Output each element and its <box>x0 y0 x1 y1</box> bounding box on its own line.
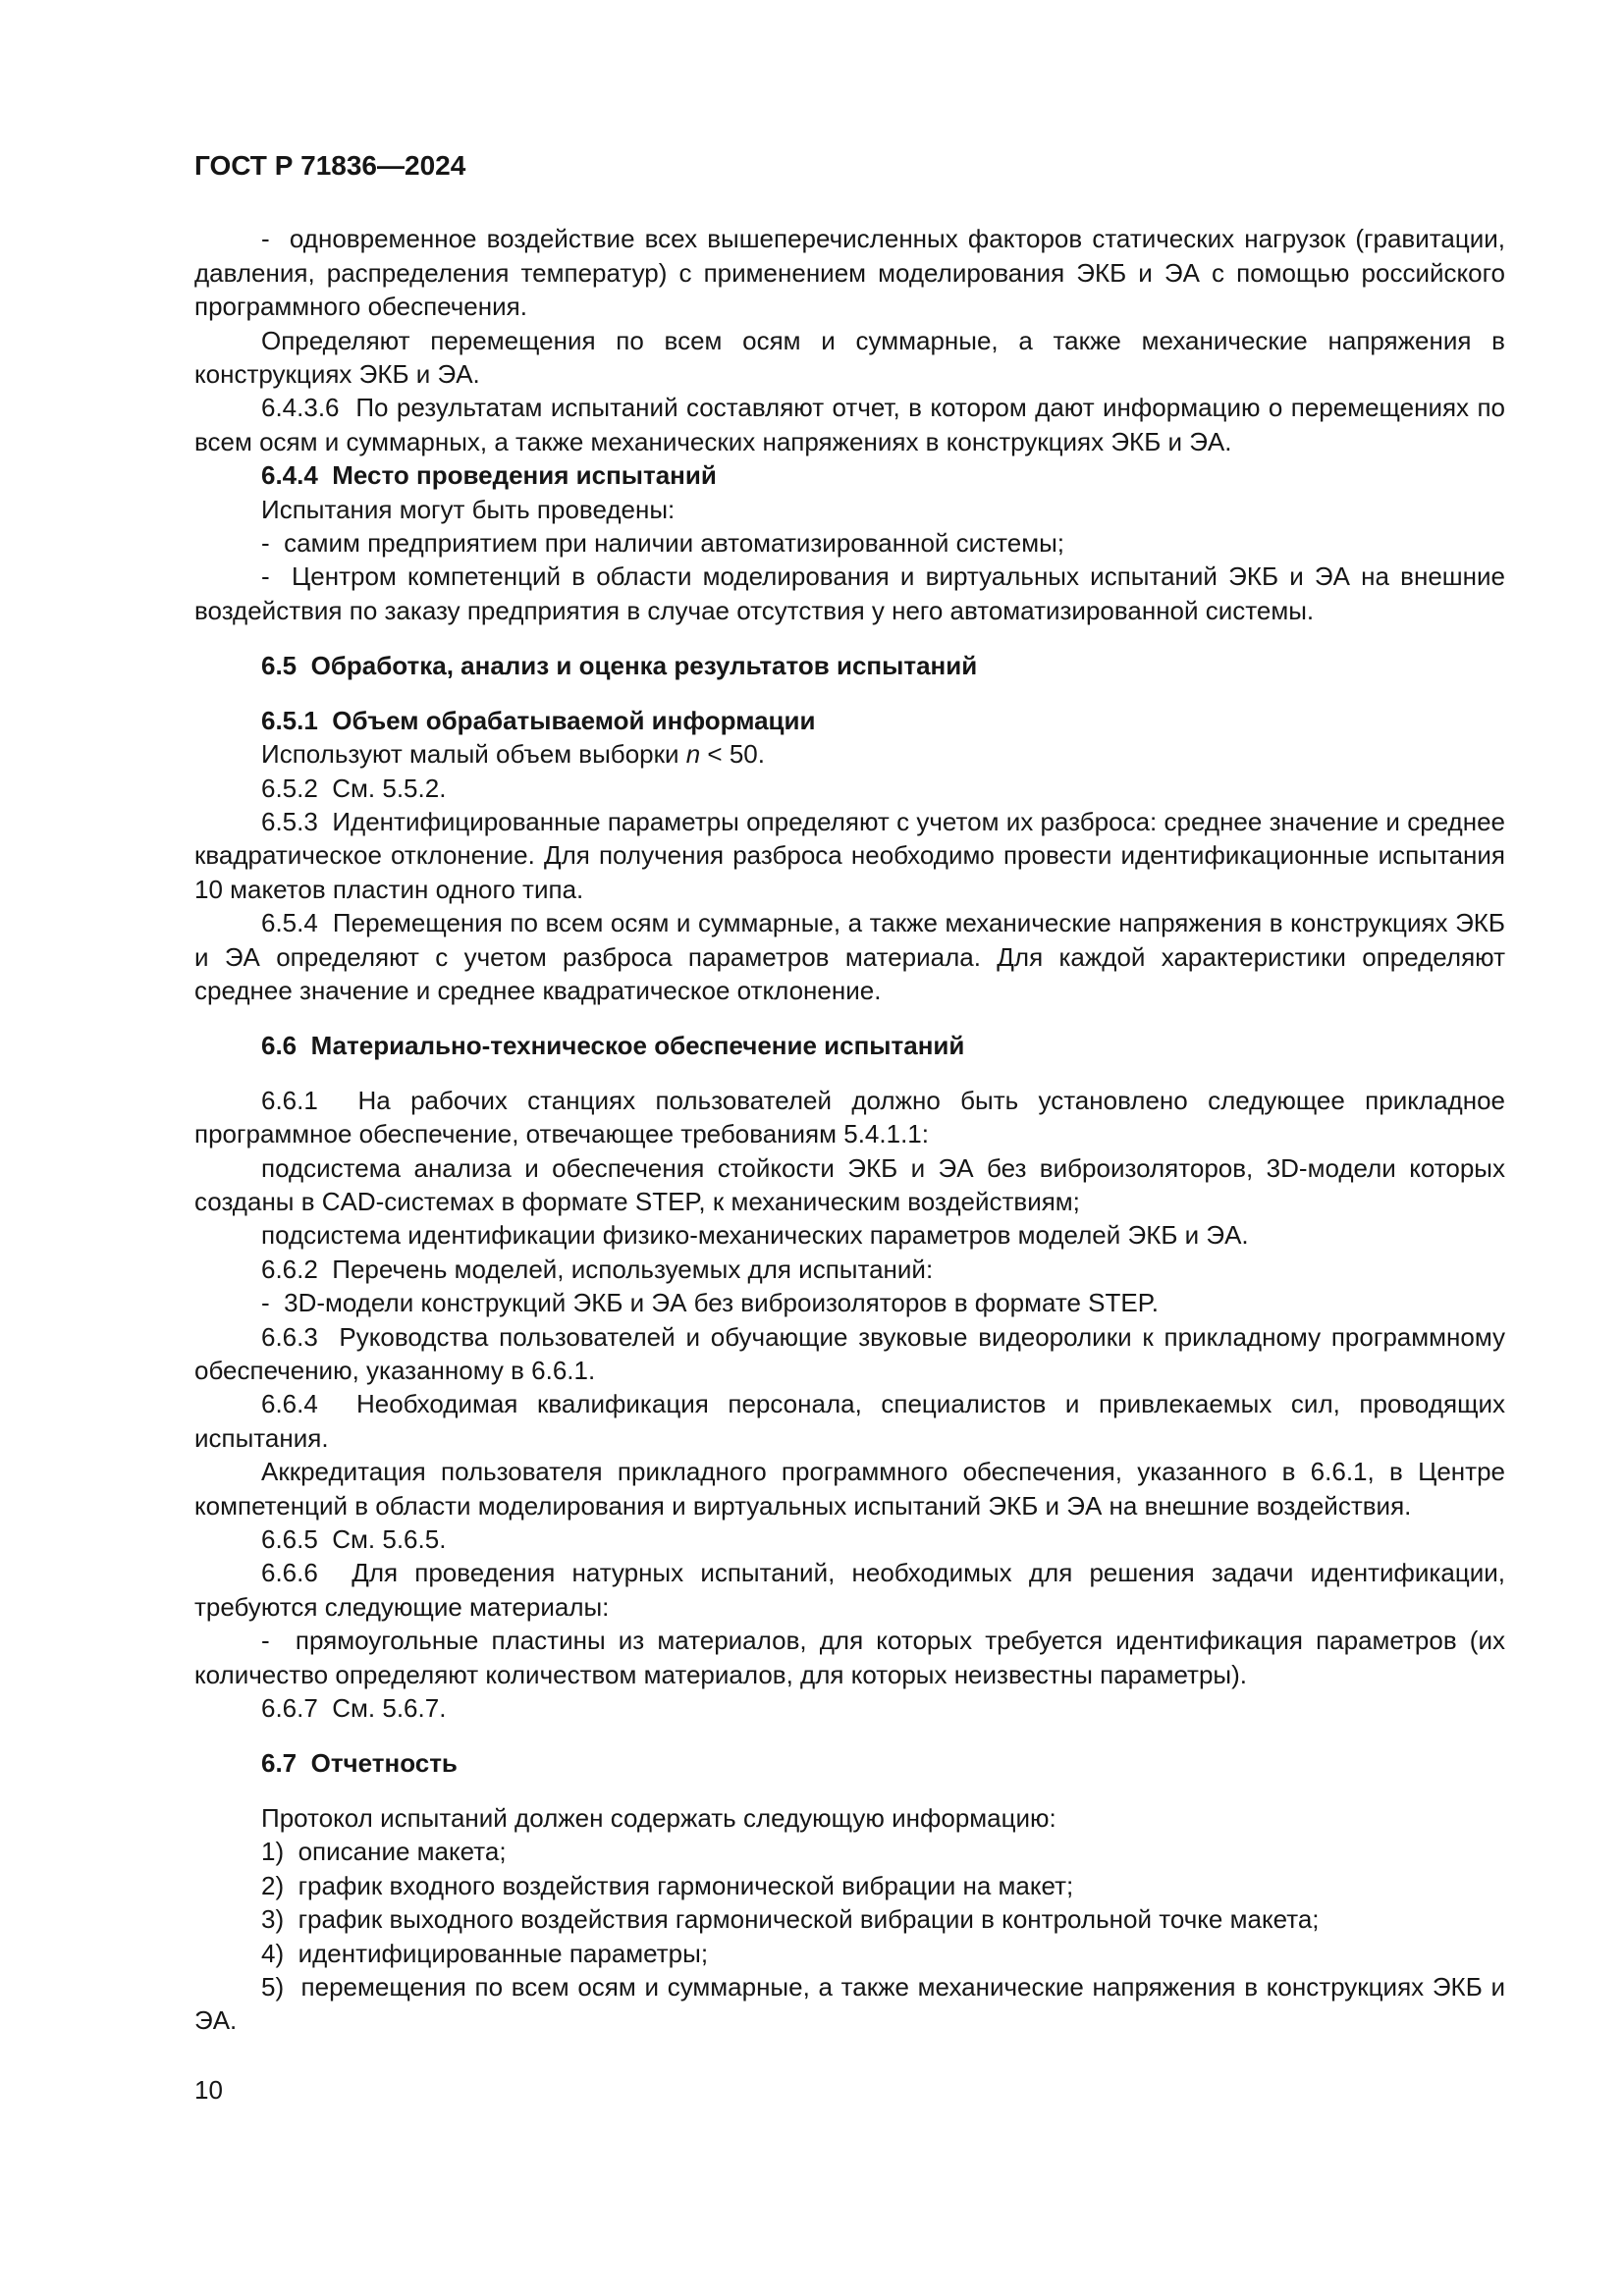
paragraph: - прямоугольные пластины из материалов, для которых требуется идентификация параметров (их количество определяют количеством материалов, для которых неизвестны параметры). <box>194 1626 1505 1689</box>
document-body <box>194 222 1505 2037</box>
paragraph: 4) идентифицированные параметры; <box>261 1938 709 1968</box>
paragraph: 6.6.7 См. 5.6.7. <box>261 1693 447 1724</box>
paragraph: 3) график выходного воздействия гармонической вибрации в контрольной точке макета; <box>261 1904 1320 1935</box>
text-run: < 50. <box>700 739 765 770</box>
paragraph: 6.6.4 Необходимая квалификация персонала, специалистов и привлекаемых сил, проводящих испытания. <box>194 1389 1505 1453</box>
subclause-heading: 6.5.1 Объем обрабатываемой информации <box>261 705 816 735</box>
paragraph: 1) описание макета; <box>261 1837 507 1867</box>
paragraph: Испытания могут быть проведены: <box>261 494 676 524</box>
paragraph: подсистема идентификации физико-механических параметров моделей ЭКБ и ЭА. <box>261 1220 1249 1251</box>
paragraph: 6.6.2 Перечень моделей, используемых для испытаний: <box>261 1254 934 1284</box>
clause-heading: 6.5 Обработка, анализ и оценка результатов испытаний <box>261 651 978 681</box>
clause-heading: 6.7 Отчетность <box>261 1748 458 1779</box>
italic-variable: n <box>685 739 701 770</box>
paragraph: 6.4.3.6 По результатам испытаний составляют отчет, в котором дают информацию о перемещениях по всем осям и суммарных, а также механических напряжениях в конструкциях ЭКБ и ЭА. <box>194 393 1505 456</box>
paragraph: 6.6.3 Руководства пользователей и обучающие звуковые видеоролики к прикладному программному обеспечению, указанному в 6.6.1. <box>194 1321 1505 1385</box>
paragraph <box>194 737 1505 771</box>
text-run: Используют малый объем выборки <box>261 739 686 770</box>
paragraph: - одновременное воздействие всех вышеперечисленных факторов статических нагрузок (гравитации, давления, распределения температур) с применением моделирования ЭКБ и ЭА с помощью российского программного обеспечения. <box>194 224 1505 322</box>
paragraph: подсистема анализа и обеспечения стойкости ЭКБ и ЭА без виброизоляторов, 3D-модели которых созданы в CAD-системах в формате STEP, к механическим воздействиям; <box>194 1152 1505 1216</box>
paragraph: Протокол испытаний должен содержать следующую информацию: <box>261 1802 1056 1833</box>
paragraph: 2) график входного воздействия гармонической вибрации на макет; <box>261 1870 1074 1900</box>
paragraph: Определяют перемещения по всем осям и суммарные, а также механические напряжения в конструкциях ЭКБ и ЭА. <box>194 325 1505 390</box>
running-header: ГОСТ Р 71836—2024 <box>194 150 466 181</box>
clause-heading: 6.6 Материально-техническое обеспечение испытаний <box>261 1031 965 1061</box>
paragraph: 6.6.6 Для проведения натурных испытаний, необходимых для решения задачи идентификации, требуются следующие материалы: <box>194 1558 1505 1622</box>
paragraph: 5) перемещения по всем осям и суммарные, а также механические напряжения в конструкциях ЭКБ и ЭА. <box>194 1971 1505 2036</box>
paragraph: Аккредитация пользователя прикладного программного обеспечения, указанного в 6.6.1, в Центре компетенций в области моделирования и виртуальных испытаний ЭКБ и ЭА на внешние воздействия. <box>194 1457 1505 1521</box>
paragraph: 6.6.5 См. 5.6.5. <box>261 1524 447 1555</box>
paragraph: 6.6.1 На рабочих станциях пользователей должно быть установлено следующее прикладное программное обеспечение, отвечающее требованиям 5.4.1.1: <box>194 1085 1505 1149</box>
paragraph: - самим предприятием при наличии автоматизированной системы; <box>261 528 1065 559</box>
paragraph: 6.5.4 Перемещения по всем осям и суммарные, а также механические напряжения в конструкциях ЭКБ и ЭА определяют с учетом разброса параметров материала. Для каждой характеристики определяют среднее значение и среднее квадратическое отклонение. <box>194 908 1505 1005</box>
paragraph: 6.5.3 Идентифицированные параметры определяют с учетом их разброса: среднее значение и среднее квадратическое отклонение. Для получения разброса необходимо провести идентификационные испытания 10 макетов пластин одного типа. <box>194 806 1505 904</box>
paragraph: - 3D-модели конструкций ЭКБ и ЭА без виброизоляторов в формате STEP. <box>261 1288 1159 1318</box>
page-number: 10 <box>194 2075 223 2105</box>
paragraph: - Центром компетенций в области моделирования и виртуальных испытаний ЭКБ и ЭА на внешние воздействия по заказу предприятия в случае отсутствия у него автоматизированной системы. <box>194 561 1505 625</box>
paragraph: 6.5.2 См. 5.5.2. <box>261 773 447 803</box>
subclause-heading: 6.4.4 Место проведения испытаний <box>261 460 717 491</box>
